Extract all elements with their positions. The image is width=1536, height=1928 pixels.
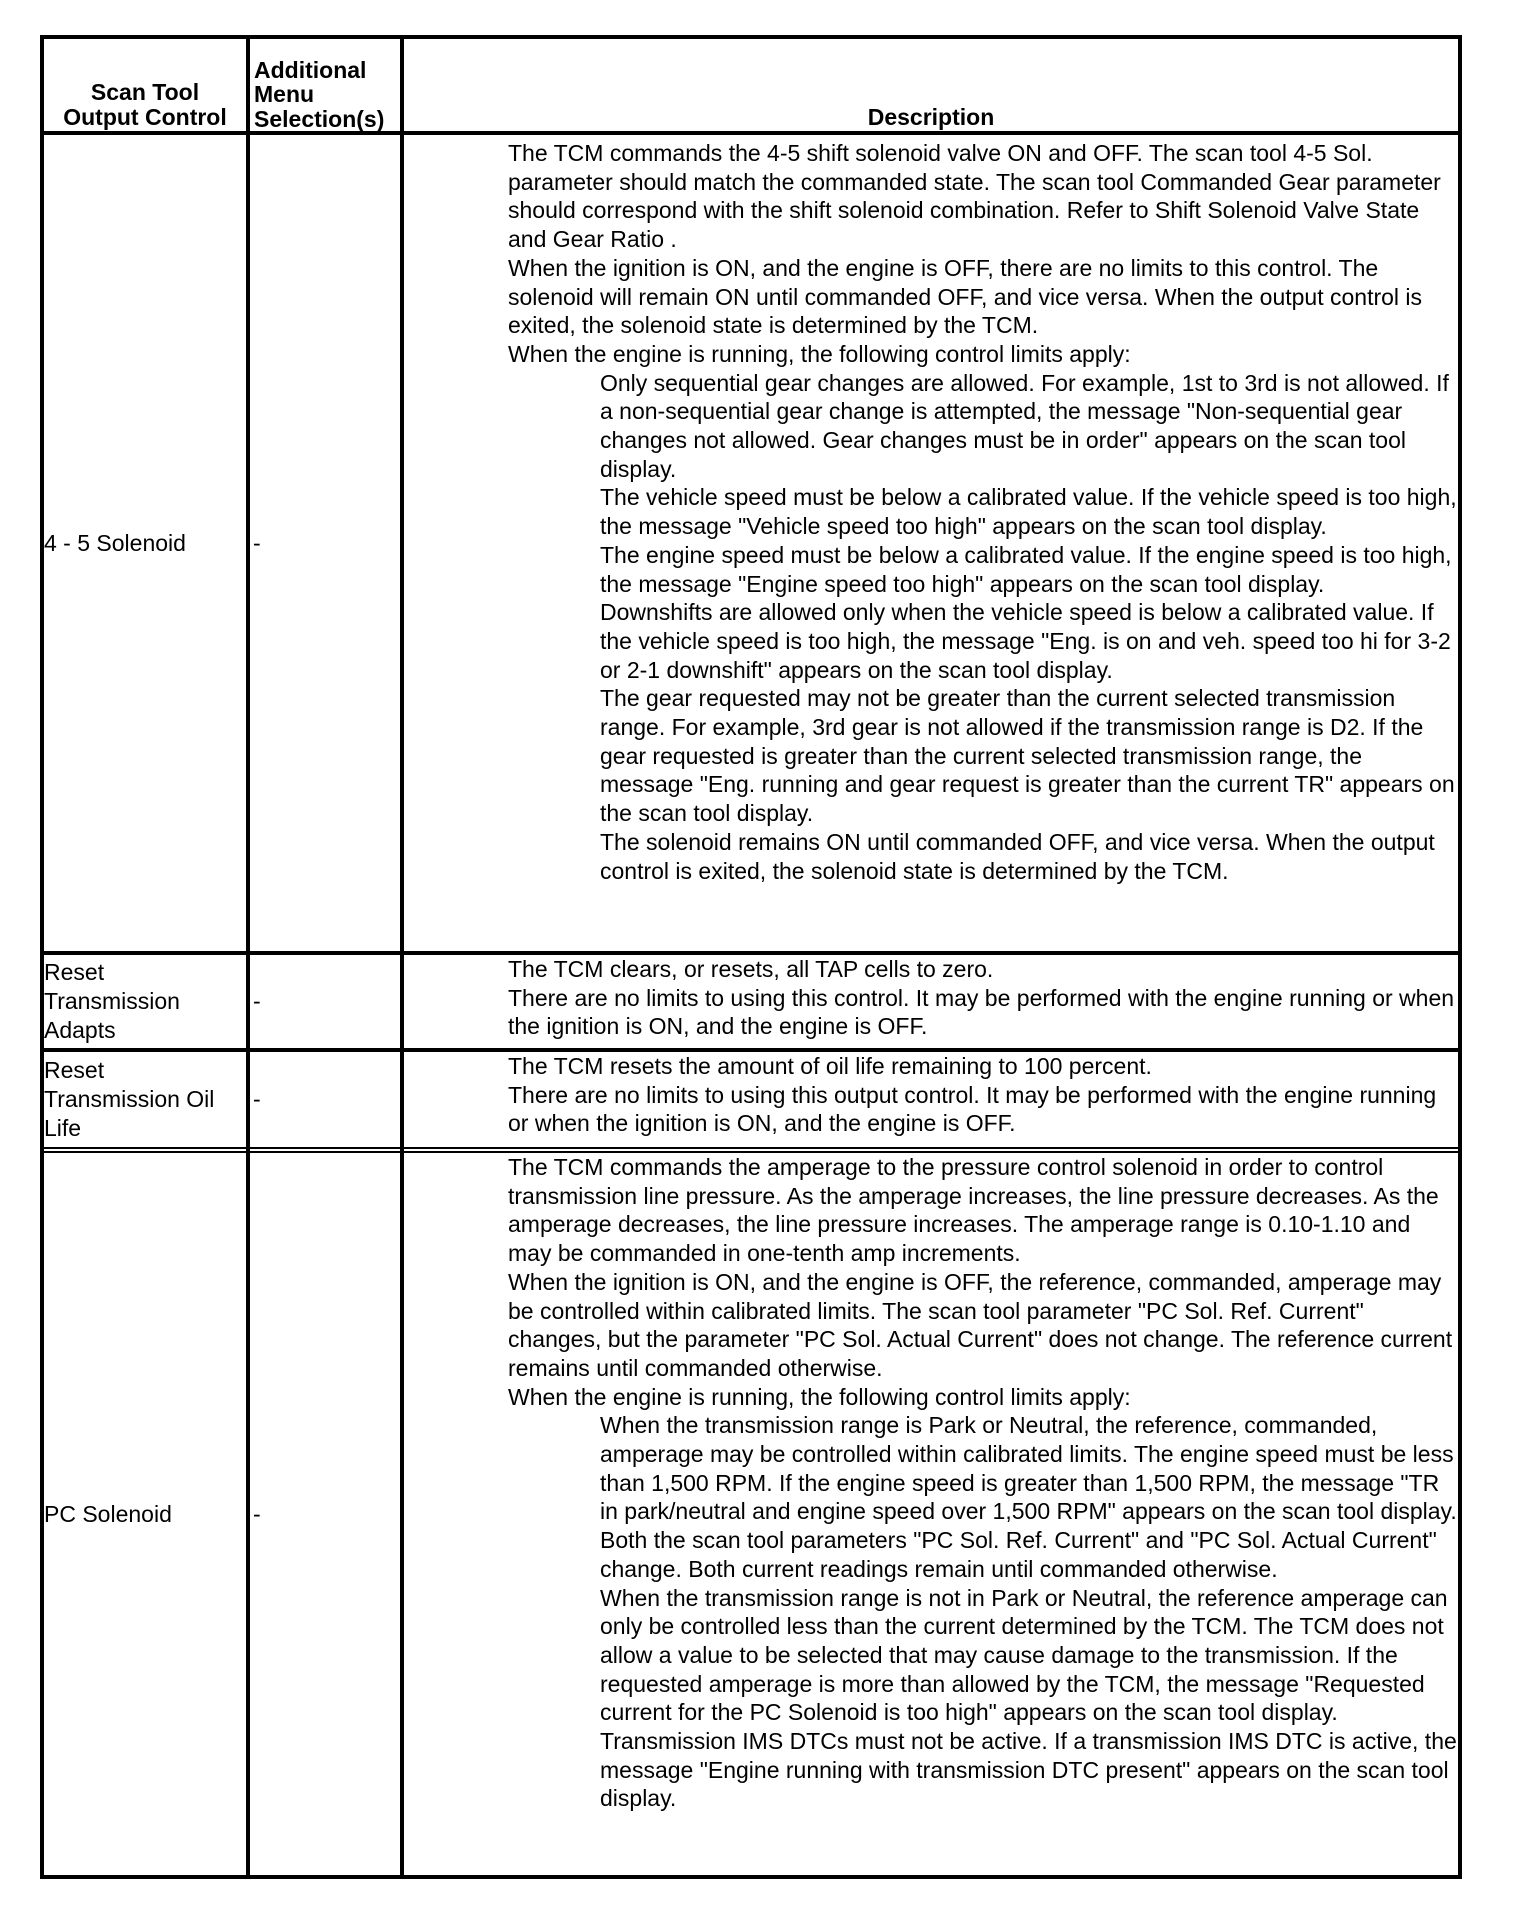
- menu-selection: -: [253, 1086, 261, 1113]
- control-limit-item: Transmission IMS DTCs must not be active. If a transmission IMS DTC is active, the message "Engine running with transmission DTC present" appears on the scan tool display.: [600, 1728, 1457, 1812]
- control-name-cell: [44, 1153, 246, 1875]
- output-control-table: [40, 35, 1462, 1879]
- description-paragraph: When the engine is running, the following control limits apply:: [508, 340, 1131, 367]
- control-name: PC Solenoid: [44, 1500, 172, 1527]
- control-name-line: Adapts: [44, 1016, 116, 1043]
- menu-selection: -: [253, 988, 261, 1015]
- description-cell: [404, 1149, 1462, 1875]
- description-paragraph: The TCM clears, or resets, all TAP cells to zero.: [508, 956, 994, 982]
- menu-selection-cell: [250, 1153, 400, 1875]
- menu-selection: -: [253, 529, 261, 556]
- description-paragraph: The TCM commands the amperage to the pressure control solenoid in order to control transmission line pressure. As the amperage increases, the line pressure decreases. As the amperage decreases, the line pressure increases. The amperage range is 0.10-1.10 and may be commanded in one-tenth amp increments.: [508, 1154, 1439, 1267]
- control-name-line: Reset: [44, 959, 105, 986]
- menu-selection-cell: [250, 1052, 400, 1147]
- control-name-line: Transmission: [44, 988, 180, 1015]
- header-description-label: Description: [867, 103, 995, 130]
- description-cell: [404, 135, 1462, 951]
- description-paragraph: The TCM resets the amount of oil life remaining to 100 percent.: [508, 1053, 1152, 1079]
- control-name-line: Life: [44, 1114, 82, 1141]
- header-line: Selection(s): [254, 105, 385, 132]
- control-limit-item: The engine speed must be below a calibrated value. If the engine speed is too high, the message "Engine speed too high" appears on the scan tool display.: [600, 541, 1452, 597]
- header-line: Menu: [254, 81, 315, 107]
- header-line: Additional: [254, 56, 367, 83]
- control-limit-item: Only sequential gear changes are allowed. For example, 1st to 3rd is not allowed. If a non-sequential gear change is attempted, the message "Non-sequential gear changes not allowed. Gear changes must be in order" appears on the scan tool display.: [600, 369, 1449, 482]
- control-limit-item: When the transmission range is not in Park or Neutral, the reference amperage can only be controlled less than the current determined by the TCM. The TCM does not allow a value to be selected that may cause damage to the transmission. If the requested amperage is more than allowed by the TCM, the message "Requested current for the PC Solenoid is too high" appears on the scan tool display.: [600, 1584, 1448, 1726]
- control-limit-item: Downshifts are allowed only when the vehicle speed is below a calibrated value. If the vehicle speed is too high, the message "Eng. is on and veh. speed too hi for 3-2 or 2-1 downshift" appears on the scan tool display.: [600, 599, 1451, 683]
- control-limit-item: The gear requested may not be greater than the current selected transmission range. For example, 3rd gear is not allowed if the transmission range is D2. If the gear requested is greater than the current selected transmission range, the message "Eng. running and gear request is greater than the current TR" appears on the scan tool display.: [600, 685, 1455, 827]
- description-paragraph: The TCM commands the 4-5 shift solenoid valve ON and OFF. The scan tool 4-5 Sol. parameter should match the commanded state. The scan tool Commanded Gear parameter should correspond with the shift solenoid combination. Refer to Shift Solenoid Valve State and Gear Ratio .: [508, 140, 1441, 253]
- header-additional-menu-selections: [250, 39, 400, 131]
- control-name-cell: [44, 955, 246, 1048]
- header-scan-tool-output-control: [44, 39, 246, 131]
- menu-selection-cell: [250, 135, 400, 951]
- menu-selection: -: [253, 1500, 261, 1527]
- description-paragraph: When the engine is running, the following control limits apply:: [508, 1383, 1131, 1410]
- header-line: Output Control: [63, 103, 227, 130]
- control-limit-item: The vehicle speed must be below a calibrated value. If the vehicle speed is too high, the message "Vehicle speed too high" appears on the scan tool display.: [600, 484, 1457, 540]
- menu-selection-cell: [250, 955, 400, 1048]
- description-paragraph: When the ignition is ON, and the engine is OFF, the reference, commanded, amperage may be controlled within calibrated limits. The scan tool parameter "PC Sol. Ref. Current" changes, but the parameter "PC Sol. Actual Current" does not change. The reference current remains until commanded otherwise.: [508, 1268, 1453, 1381]
- header-line: Scan Tool: [90, 79, 200, 105]
- description-cell: [404, 951, 1462, 1048]
- control-limit-item: When the transmission range is Park or Neutral, the reference, commanded, amperage may be controlled within calibrated limits. The engine speed must be less than 1,500 RPM. If the engine speed is greater than 1,500 RPM, the message "TR in park/neutral and engine speed over 1,500 RPM" appears on the scan tool display. Both the scan tool parameters "PC Sol. Ref. Current" and "PC Sol. Actual Current" change. Both current readings remain until commanded otherwise.: [600, 1412, 1457, 1582]
- control-limit-item: The solenoid remains ON until commanded OFF, and vice versa. When the output control is exited, the solenoid state is determined by the TCM.: [600, 828, 1435, 884]
- description-paragraph: There are no limits to using this control. It may be performed with the engine running or when the ignition is ON, and the engine is OFF.: [508, 984, 1455, 1040]
- description-paragraph: When the ignition is ON, and the engine is OFF, there are no limits to this control. The solenoid will remain ON until commanded OFF, and vice versa. When the output control is exited, the solenoid state is determined by the TCM.: [508, 254, 1423, 339]
- control-name-line: Reset: [44, 1057, 105, 1084]
- header-description: [404, 39, 1458, 131]
- description-paragraph: There are no limits to using this output control. It may be performed with the engine running or when the ignition is ON, and the engine is OFF.: [508, 1081, 1437, 1137]
- control-name-line: Transmission Oil: [44, 1086, 215, 1113]
- control-name: 4 - 5 Solenoid: [44, 529, 186, 556]
- description-cell: [404, 1048, 1462, 1147]
- control-name-cell: [44, 1052, 246, 1147]
- control-name-cell: [44, 135, 246, 951]
